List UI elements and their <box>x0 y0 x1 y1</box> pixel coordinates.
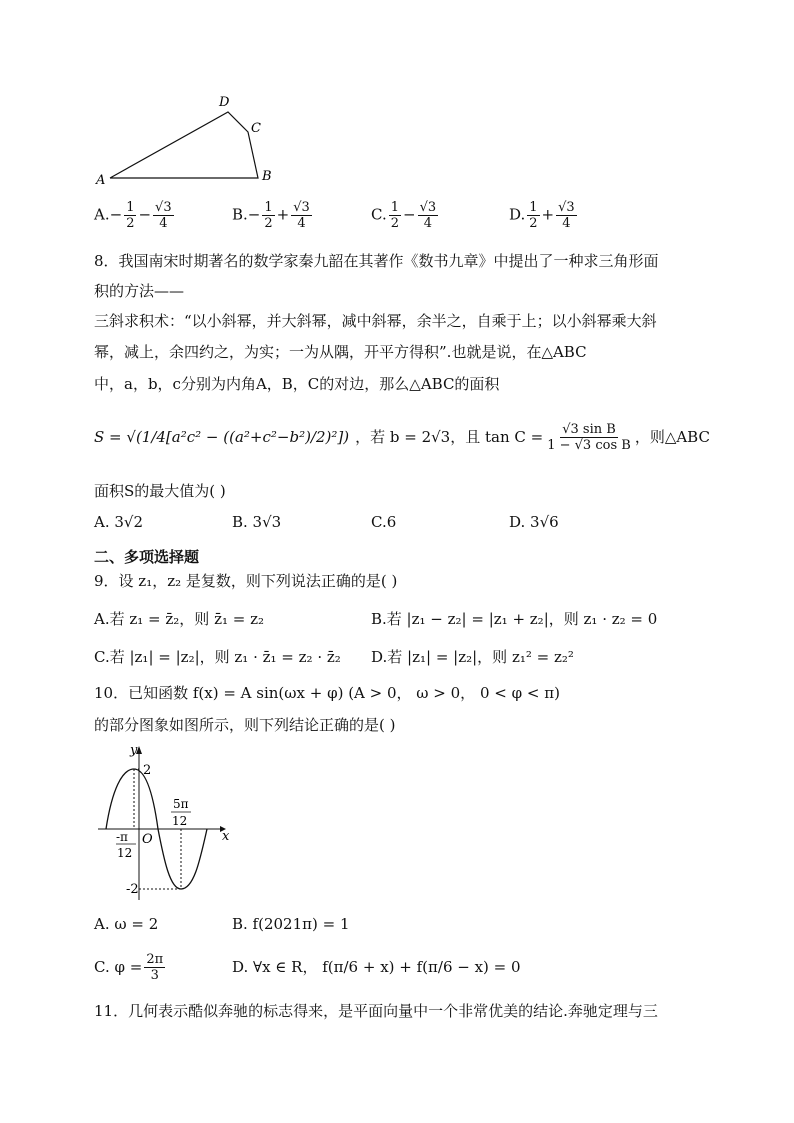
q8-line7: 面积S的最大值为( ) <box>94 482 226 500</box>
origin-label: O <box>142 832 153 847</box>
q9-option-a[interactable]: A.若 z₁ = z̄₂，则 z̄₁ = z₂ <box>94 610 265 628</box>
q7-option-c[interactable]: C. $\frac{1}{2}$ − $\frac{√3}{4}$ <box>371 200 437 231</box>
q8-line3: 三斜求积术：“以小斜幂，并大斜幂，减中斜幂，余半之，自乘于上；以小斜幂乘大斜 <box>94 312 657 330</box>
section-heading: 二、多项选择题 <box>94 548 200 566</box>
heron-formula: S = √(1/4[a²c² − ((a²+c²−b²)/2)²]) <box>94 428 350 446</box>
q10-option-c[interactable]: C. φ = $\frac{2\pi}{3}$ <box>94 951 164 983</box>
q8-option-b[interactable]: B. 3√3 <box>232 513 282 531</box>
q7-option-d[interactable]: D. $\frac{1}{2}$ + $\frac{√3}{4}$ <box>509 200 575 231</box>
q8-line1: 8．我国南宋时期著名的数学家秦九韶在其著作《数书九章》中提出了一种求三角形面 <box>94 252 659 270</box>
label-C: C <box>251 121 261 136</box>
q8-option-c[interactable]: C.6 <box>371 513 397 531</box>
q9-option-b[interactable]: B.若 |z₁ − z₂| = |z₁ + z₂|，则 z₁ · z₂ = 0 <box>371 610 658 628</box>
quadrilateral-figure <box>90 90 290 190</box>
tick-negpi-den: 12 <box>117 846 133 860</box>
q7-option-b[interactable]: B.− $\frac{1}{2}$ + $\frac{√3}{4}$ <box>232 200 310 231</box>
q10-stem2: 的部分图象如图所示，则下列结论正确的是( ) <box>94 716 396 734</box>
q10-option-b[interactable]: B. f(2021π) = 1 <box>232 915 350 933</box>
tick-5pi-num: 5π <box>173 797 189 811</box>
q8-line2: 积的方法—— <box>94 282 185 300</box>
tick-negpi-num: -π <box>116 830 128 844</box>
q9-option-c[interactable]: C.若 |z₁| = |z₂|，则 z₁ · z̄₁ = z₂ · z̄₂ <box>94 648 341 666</box>
q11-line1: 11．几何表示酷似奔驰的标志得来，是平面向量中一个非常优美的结论.奔驰定理与三 <box>94 1002 658 1020</box>
q7-option-a[interactable]: A.− $\frac{1}{2}$ − $\frac{√3}{4}$ <box>94 200 172 231</box>
q8-option-a[interactable]: A. 3√2 <box>94 513 144 531</box>
label-A: A <box>96 173 106 188</box>
q10-stem: 10．已知函数 f(x) = A sin(ωx + φ) (A > 0， ω > 0， 0 < φ < π) <box>94 684 560 702</box>
q9-option-d[interactable]: D.若 |z₁| = |z₂|，则 z₁² = z₂² <box>371 648 574 666</box>
q10-option-d[interactable]: D. ∀x ∈ R， f(π/6 + x) + f(π/6 − x) = 0 <box>232 958 521 976</box>
q8-line4: 幂，减上，余四约之，为实；一为从隅，开平方得积”.也就是说，在△ABC <box>94 343 587 361</box>
q9-stem: 9．设 z₁，z₂ 是复数，则下列说法正确的是( ) <box>94 572 398 590</box>
max-label: 2 <box>143 763 152 778</box>
label-B: B <box>262 169 272 184</box>
q10-option-a[interactable]: A. ω = 2 <box>94 915 159 933</box>
q8-formula-line: S = √(1/4[a²c² − ((a²+c²−b²)/2)²]) ，若 b = 2√3，且 tan C = $\frac{\text{√3 sin B}}{\text{1 − √3 cos B}}$ ，则△ABC <box>94 421 710 453</box>
axis-label-x: x <box>222 829 230 844</box>
q8-line5: 中，a，b，c分别为内角A，B，C的对边，那么△ABC的面积 <box>94 375 500 393</box>
tick-5pi-den: 12 <box>172 814 188 828</box>
axis-label-y: y <box>130 743 138 758</box>
label-D: D <box>219 95 230 110</box>
min-label: -2 <box>126 882 139 897</box>
q8-option-d[interactable]: D. 3√6 <box>509 513 559 531</box>
sine-graph <box>92 740 242 905</box>
